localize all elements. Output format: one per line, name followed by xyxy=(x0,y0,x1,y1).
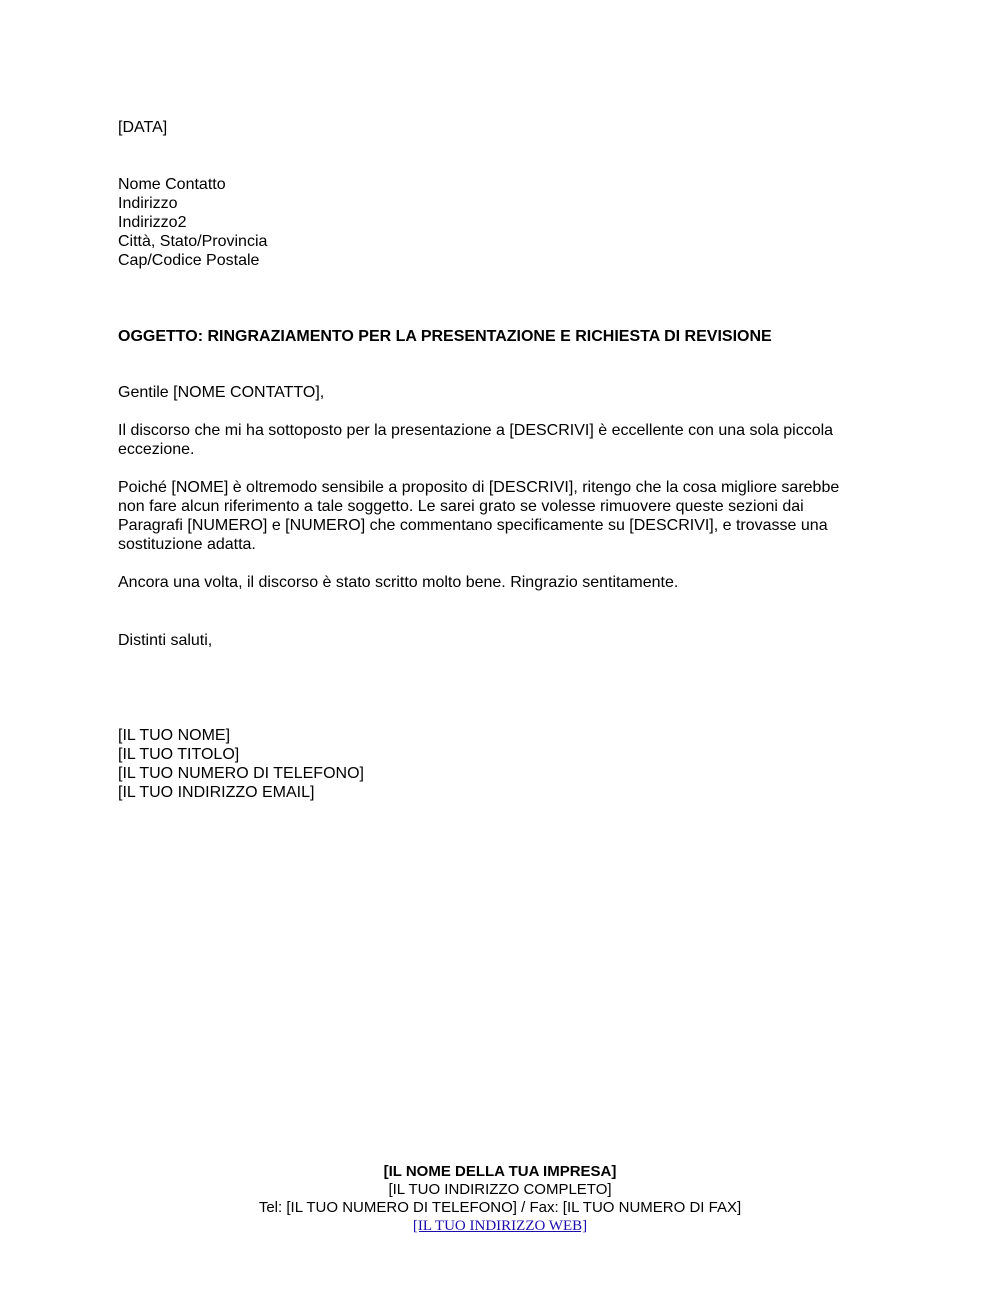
paragraph-3: Ancora una volta, il discorso è stato scritto molto bene. Ringrazio sentitamente. xyxy=(118,574,679,591)
signature-block xyxy=(118,726,868,802)
footer-contact: Tel: [IL TUO NUMERO DI TELEFONO] / Fax: [IL TUO NUMERO DI FAX] xyxy=(258,1199,742,1216)
letter-date: [DATA] xyxy=(118,119,168,136)
recipient-address-line-1: Indirizzo xyxy=(118,195,178,212)
paragraph-line: Il discorso che mi ha sottoposto per la presentazione a [DESCRIVI] è eccellente con una sola piccola xyxy=(118,422,834,439)
recipient-address-line-2: Indirizzo2 xyxy=(118,214,187,231)
signature-title: [IL TUO TITOLO] xyxy=(118,746,240,763)
letterhead-footer xyxy=(0,1163,1000,1235)
recipient-city-state: Città, Stato/Provincia xyxy=(118,233,268,250)
letter-subject: OGGETTO: RINGRAZIAMENTO PER LA PRESENTAZIONE E RICHIESTA DI REVISIONE xyxy=(118,328,772,345)
paragraph-line: eccezione. xyxy=(118,441,195,458)
recipient-name: Nome Contatto xyxy=(118,176,226,193)
paragraph-line: non fare alcun riferimento a tale soggetto. Le sarei grato se volesse rimuovere queste sezioni dai xyxy=(118,498,804,515)
footer-web-link[interactable]: [IL TUO INDIRIZZO WEB] xyxy=(412,1218,588,1234)
paragraph-line: sostituzione adatta. xyxy=(118,536,256,553)
paragraph-1 xyxy=(118,421,868,459)
signature-email: [IL TUO INDIRIZZO EMAIL] xyxy=(118,784,315,801)
signature-phone: [IL TUO NUMERO DI TELEFONO] xyxy=(118,765,364,782)
footer-address: [IL TUO INDIRIZZO COMPLETO] xyxy=(388,1181,612,1198)
paragraph-2 xyxy=(118,478,868,554)
spacer xyxy=(118,611,868,631)
paragraph-line: Paragrafi [NUMERO] e [NUMERO] che commentano specificamente su [DESCRIVI], e trovasse una xyxy=(118,517,828,534)
letter-body xyxy=(118,118,868,802)
letter-closing: Distinti saluti, xyxy=(118,632,213,649)
recipient-postal-code: Cap/Codice Postale xyxy=(118,252,260,269)
paragraph-line: Poiché [NOME] è oltremodo sensibile a proposito di [DESCRIVI], ritengo che la cosa migliore sarebbe xyxy=(118,479,840,496)
signature-name: [IL TUO NOME] xyxy=(118,727,231,744)
recipient-address xyxy=(118,175,868,270)
letter-salutation: Gentile [NOME CONTATTO], xyxy=(118,384,325,401)
footer-company-name: [IL NOME DELLA TUA IMPRESA] xyxy=(383,1163,617,1180)
